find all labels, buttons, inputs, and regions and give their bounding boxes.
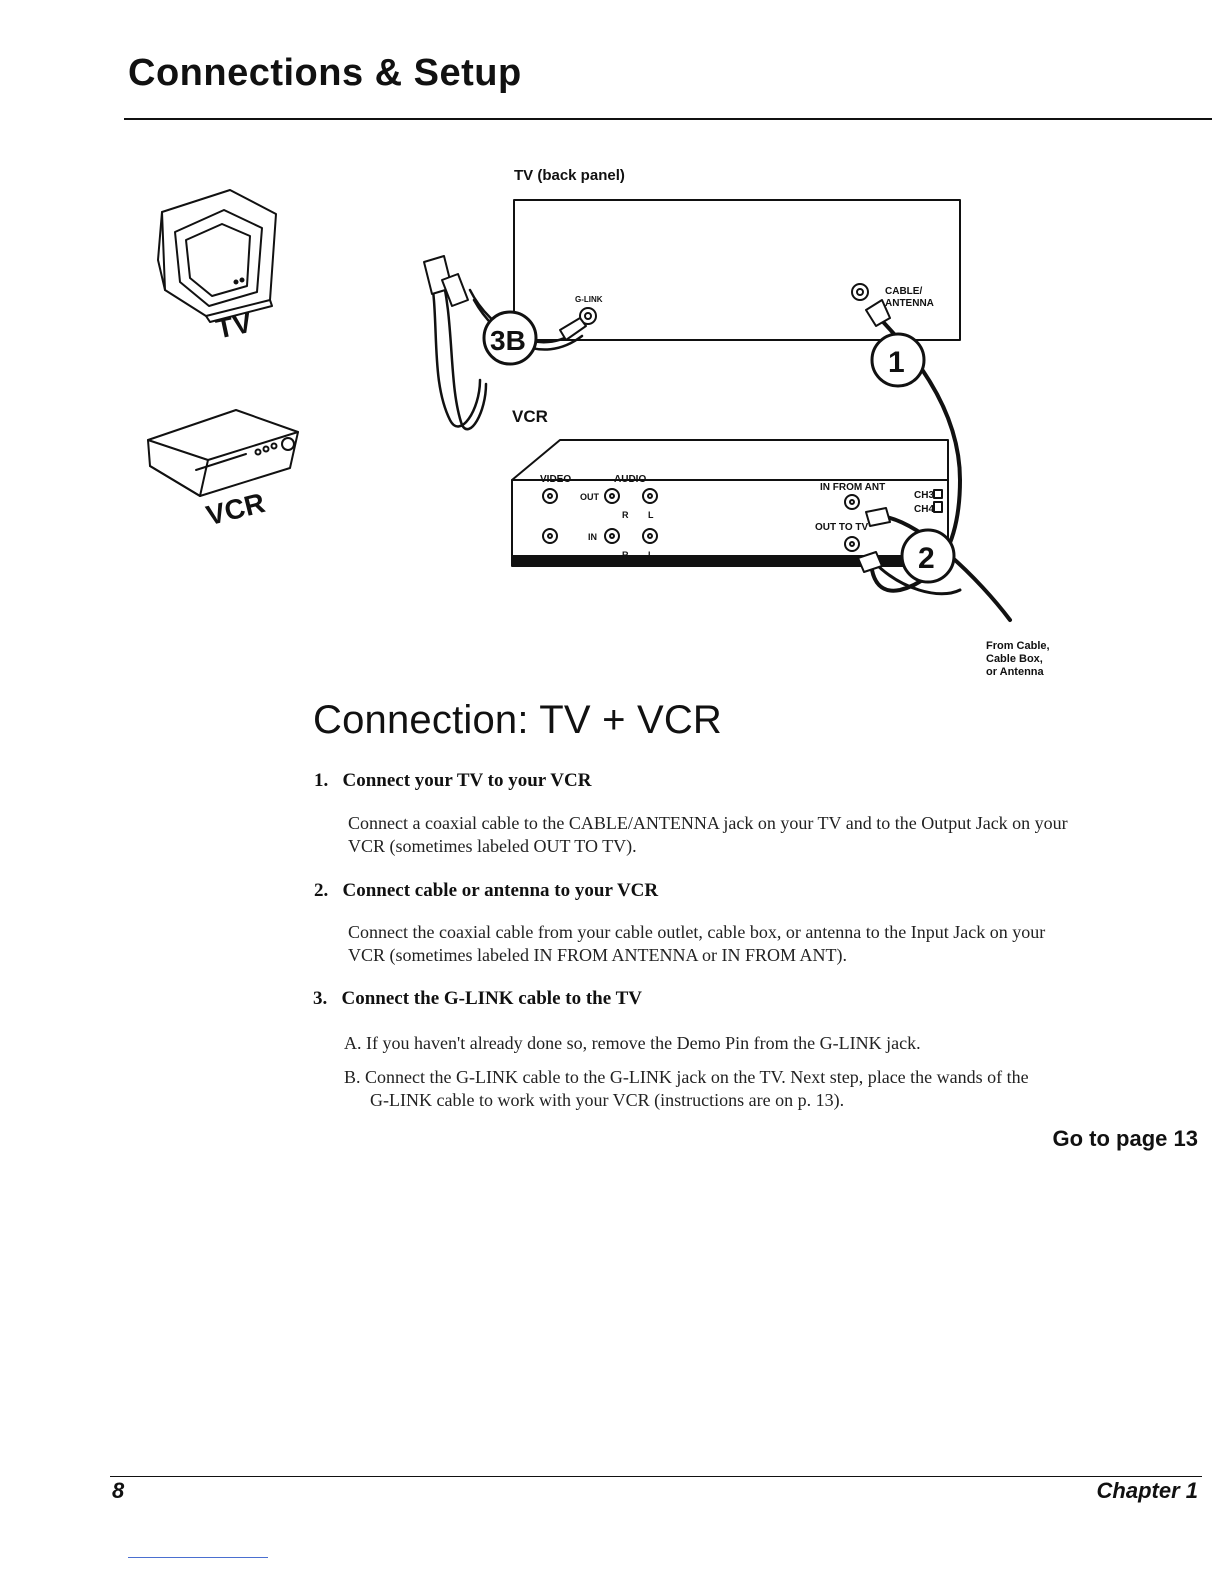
footer-rule: [110, 1476, 1202, 1477]
vcr-icon: [148, 410, 298, 496]
page-number: 8: [112, 1478, 125, 1503]
step-1-body-line-2: VCR (sometimes labeled OUT TO TV).: [348, 836, 637, 856]
step-3-heading: [313, 988, 642, 1010]
step-number: 1.: [314, 770, 329, 791]
step-title: Connect cable or antenna to your VCR: [342, 880, 659, 901]
r-label-bottom: R: [622, 550, 629, 560]
link-underline: [128, 1557, 268, 1558]
callout-2: 2: [918, 542, 935, 575]
step-1-body-line-1: Connect a coaxial cable to the CABLE/ANTENNA jack on your TV and to the Output Jack on your: [348, 813, 1068, 833]
tv-icon: [158, 190, 276, 322]
step-1-heading: [314, 770, 591, 792]
in-from-ant-label: IN FROM ANT: [820, 482, 886, 493]
l-label-bottom: L: [648, 550, 654, 560]
ch3-label: CH3: [914, 490, 935, 501]
in-label: IN: [588, 532, 597, 542]
ch4-label: CH4: [914, 504, 935, 515]
from-cable-label-2: Cable Box,: [986, 653, 1043, 665]
step-title: Connect the G-LINK cable to the TV: [341, 988, 642, 1009]
callout-1: 1: [888, 346, 905, 379]
cable-antenna-label-1: CABLE/: [885, 286, 923, 297]
cable-antenna-label-2: ANTENNA: [885, 298, 934, 309]
step-2-heading: [314, 880, 658, 902]
step-number: 3.: [313, 988, 328, 1009]
video-label: VIDEO: [540, 474, 572, 485]
step-3-item-b-line-2: G-LINK cable to work with your VCR (instructions are on p. 13).: [370, 1090, 845, 1110]
l-label-top: L: [648, 510, 654, 520]
out-label: OUT: [580, 492, 599, 502]
header-rule: [124, 118, 1212, 120]
audio-label: AUDIO: [614, 474, 647, 485]
connection-title: Connection: TV + VCR: [313, 698, 723, 742]
step-title: Connect your TV to your VCR: [342, 770, 592, 791]
step-number: 2.: [314, 880, 329, 901]
out-to-tv-label: OUT TO TV: [815, 522, 869, 533]
step-3-item-a: A. If you haven't already done so, remove the Demo Pin from the G-LINK jack.: [344, 1033, 921, 1053]
step-3-item-b-line-1: B. Connect the G-LINK cable to the G-LINK jack on the TV. Next step, place the wands of the: [344, 1067, 1029, 1087]
connection-diagram: [0, 150, 1224, 690]
tv-icon-label: TV: [213, 306, 255, 345]
section-title: Connections & Setup: [128, 52, 522, 94]
go-to-page-link[interactable]: Go to page 13: [1052, 1126, 1198, 1151]
chapter-label: Chapter 1: [1096, 1478, 1198, 1503]
vcr-label: VCR: [512, 407, 548, 426]
tv-back-panel-label: TV (back panel): [514, 167, 625, 184]
step-2-body-line-2: VCR (sometimes labeled IN FROM ANTENNA or IN FROM ANT).: [348, 945, 847, 965]
glink-jack-label: G-LINK: [575, 295, 603, 304]
from-cable-label-1: From Cable,: [986, 640, 1050, 652]
r-label-top: R: [622, 510, 629, 520]
vcr-icon-label: VCR: [203, 486, 268, 532]
callout-3b: 3B: [490, 325, 526, 356]
step-2-body-line-1: Connect the coaxial cable from your cable outlet, cable box, or antenna to the Input Jack on your: [348, 922, 1046, 942]
from-cable-label-3: or Antenna: [986, 666, 1044, 678]
